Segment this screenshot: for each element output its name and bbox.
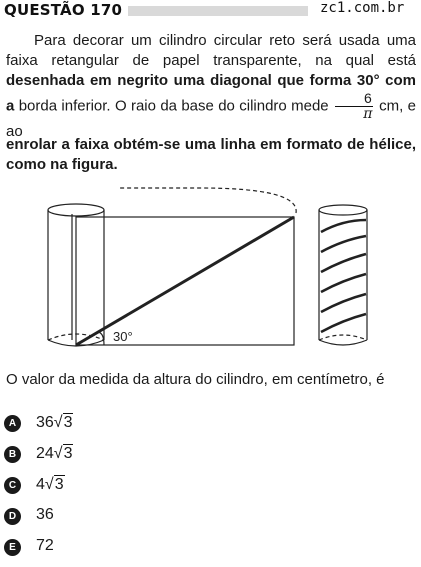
question-text: O valor da medida da altura do cilindro, em centímetro, é [6,371,385,388]
statement-part4-bold: enrolar a faixa obtém-se uma linha em formato de hélice, como na figura. [6,136,416,173]
option-letter-e: E [4,539,21,556]
diagonal-line [76,217,294,345]
fraction-numerator: 6 [335,91,373,107]
option-value-a: 36√3 [36,414,73,431]
cylinder-figure [0,180,421,360]
header-bar [128,6,308,16]
site-name: zc1.com.br [320,0,405,16]
statement-paragraph [6,31,416,142]
statement-part3: cm, e ao [6,97,416,140]
angle-label: 30° [113,329,133,344]
helix-lines [321,220,366,332]
statement-part2: borda inferior. O raio da base do cilindro mede [14,97,333,115]
option-letter-d: D [4,508,21,525]
right-cylinder-top [319,205,367,215]
option-letter-b: B [4,446,21,463]
wrap-arrow [120,188,296,213]
fraction-denominator: π [363,106,373,122]
option-value-b: 24√3 [36,445,73,462]
option-value-c: 4√3 [36,476,64,493]
statement-part1-bold: desenhada em negrito uma diagonal que forma 30° com a [6,72,416,115]
option-letter-a: A [4,415,21,432]
question-title: QUESTÃO 170 [4,1,123,19]
option-value-d: 36 [36,506,54,523]
left-cylinder-top [48,204,104,216]
statement-part1: Para decorar um cilindro circular reto será usada uma faixa retangular de papel transparente, na qual está [6,32,416,69]
option-value-e: 72 [36,537,54,554]
question-header [0,0,421,22]
option-letter-c: C [4,477,21,494]
radius-fraction [335,91,373,122]
